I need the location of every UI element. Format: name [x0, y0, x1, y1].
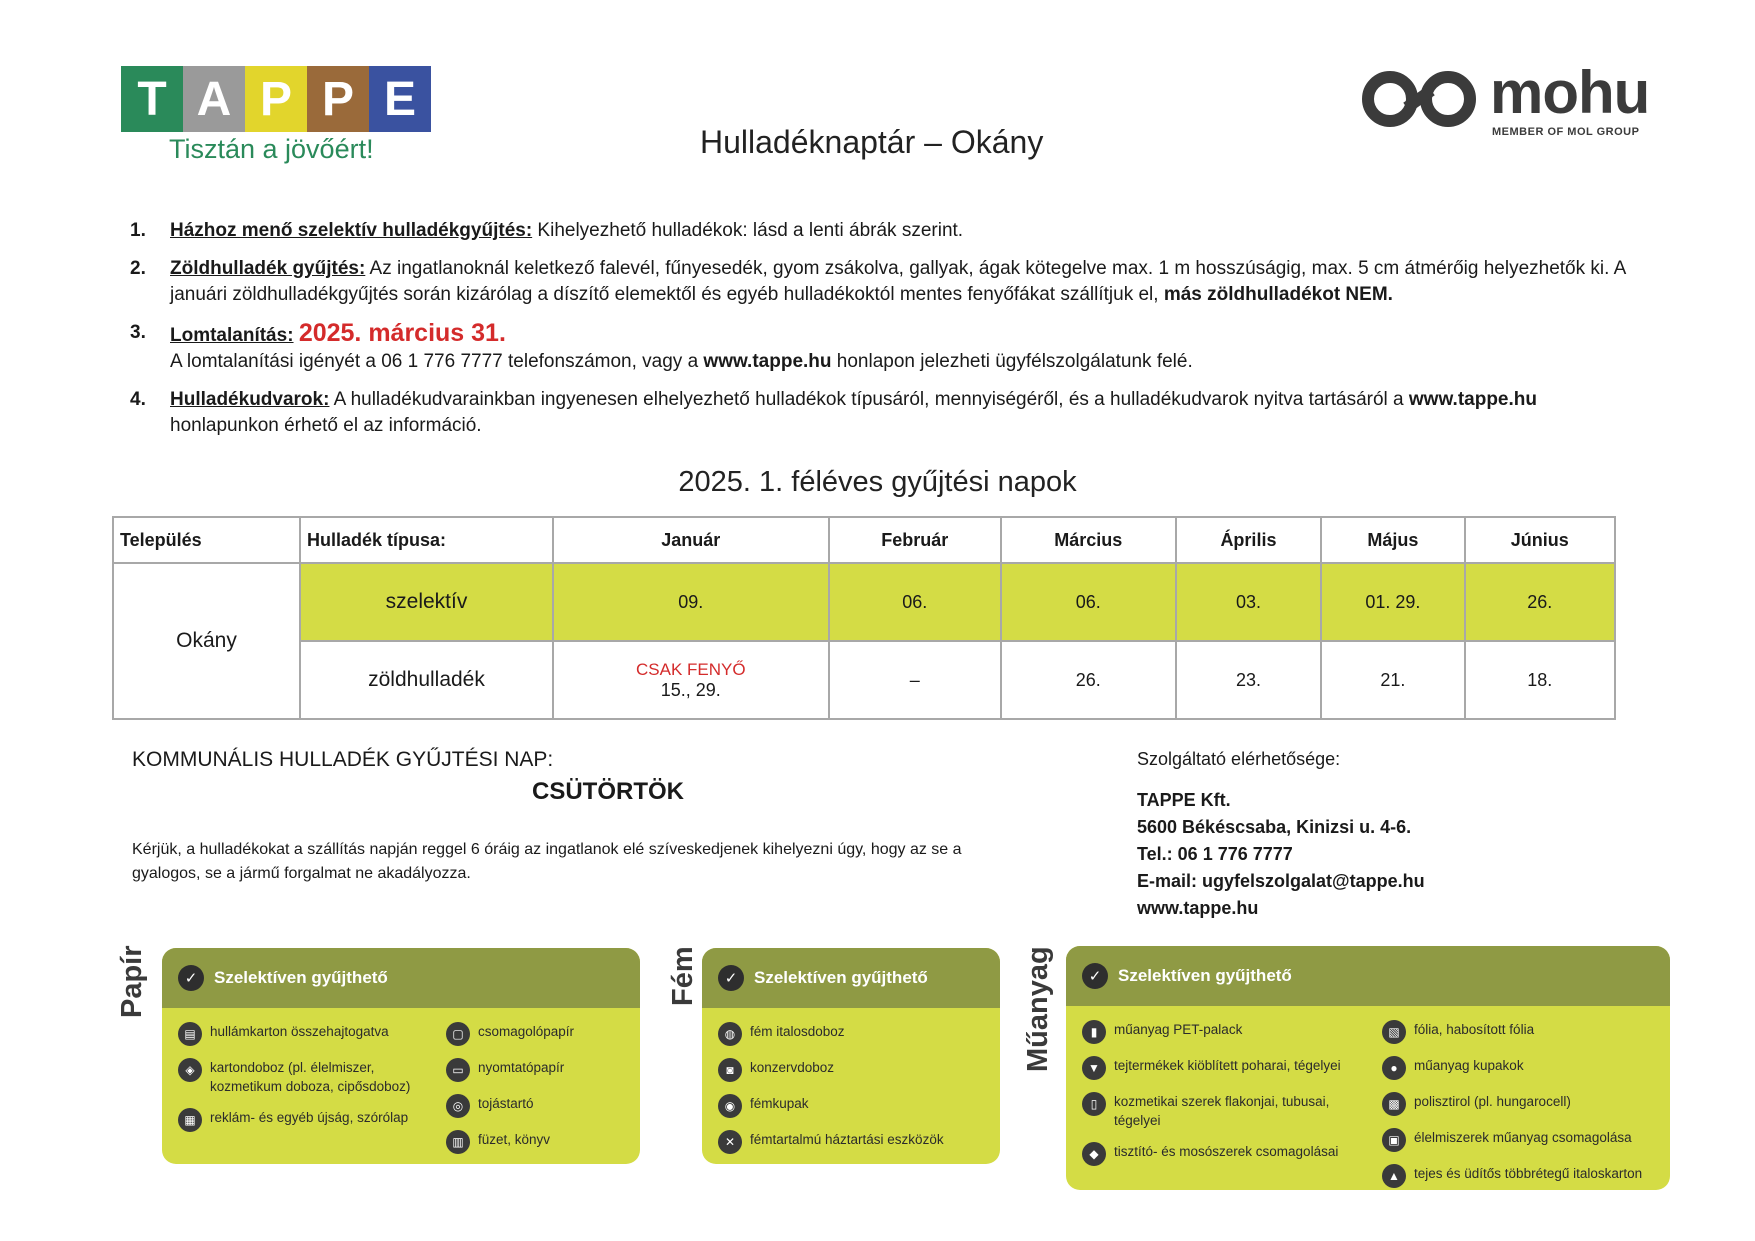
- item-label: nyomtatópapír: [478, 1060, 565, 1075]
- list-item: [1382, 1164, 1642, 1188]
- item-label: műanyag kupakok: [1414, 1058, 1524, 1073]
- info-heading: Zöldhulladék gyűjtés:: [170, 258, 366, 279]
- tools-icon: ✕: [718, 1130, 742, 1154]
- info-item-lomtalanitas: [130, 320, 1650, 375]
- list-item: [1082, 1020, 1362, 1044]
- papir-label: Papír: [116, 945, 148, 1018]
- item-label: élelmiszerek műanyag csomagolása: [1414, 1130, 1632, 1145]
- info-text: Az ingatlanoknál keletkező falevél, fűnyesedék, gyom zsákolva, gallyak, ágak kötegelve max. 1 m hosszúságig, max. 5 cm átmérőig helyezhetők ki. A januári zöldhulladékgyűjtés során kizárólag a díszítő elemektől és egyéb hulladékoktól mentes fenyőfákat szállítjuk el,: [170, 258, 1626, 305]
- info-bold-tail: más zöldhulladékot NEM.: [1163, 284, 1393, 305]
- foil-icon: ▧: [1382, 1020, 1406, 1044]
- header-junius: Június: [1465, 517, 1616, 563]
- header-telepules: Település: [113, 517, 300, 563]
- contact-block: [1137, 746, 1425, 922]
- kommunalis-label: KOMMUNÁLIS HULLADÉK GYŰJTÉSI NAP:: [132, 748, 554, 771]
- card-header: [702, 948, 1000, 1008]
- list-item: [1382, 1128, 1642, 1152]
- yogurt-cup-icon: ▼: [1082, 1056, 1106, 1080]
- info-number: 4.: [130, 389, 146, 410]
- list-item: [718, 1094, 944, 1118]
- check-icon: ✓: [718, 965, 744, 991]
- mohu-wordmark: mohu: [1490, 59, 1650, 126]
- list-item: [178, 1058, 426, 1096]
- table-header-row: [113, 517, 1615, 563]
- header-aprilis: Április: [1176, 517, 1322, 563]
- contact-email[interactable]: E-mail: ugyfelszolgalat@tappe.hu: [1137, 871, 1425, 891]
- tappe-letter-2: P: [245, 66, 307, 132]
- list-item: [1082, 1142, 1362, 1166]
- header-februar: Február: [829, 517, 1001, 563]
- info-heading: Házhoz menő szelektív hulladékgyűjtés:: [170, 220, 533, 241]
- tin-can-icon: ◙: [718, 1058, 742, 1082]
- schedule-table: [112, 516, 1616, 720]
- pet-bottle-icon: ▮: [1082, 1020, 1106, 1044]
- website-link[interactable]: www.tappe.hu: [1408, 389, 1537, 410]
- info-text: A hulladékudvarainkban ingyenesen elhelyezhető hulladékok típusáról, mennyiségéről, és a hulladékudvarok nyitva tartásáról a: [329, 389, 1409, 410]
- tappe-logo-letters: [121, 66, 432, 132]
- lomtalanitas-date: 2025. március 31.: [298, 319, 506, 347]
- date-cell: 26.: [1465, 563, 1616, 641]
- kommunalis-day: CSÜTÖRTÖK: [532, 778, 684, 805]
- header-hulladek-tipusa: Hulladék típusa:: [300, 517, 553, 563]
- info-item-szelektiv: [130, 218, 1650, 244]
- item-label: műanyag PET-palack: [1114, 1022, 1243, 1037]
- table-row-szelektiv: [113, 563, 1615, 641]
- item-label: fémtartalmú háztartási eszközök: [750, 1132, 944, 1147]
- header-januar: Január: [553, 517, 829, 563]
- item-label: csomagolópapír: [478, 1024, 575, 1039]
- list-item: [718, 1130, 944, 1154]
- list-item: [446, 1022, 574, 1046]
- cardboard-icon: ▤: [178, 1022, 202, 1046]
- mohu-subtitle: MEMBER OF MOL GROUP: [1492, 126, 1640, 138]
- item-label: konzervdoboz: [750, 1060, 835, 1075]
- cosmetics-bottle-icon: ▯: [1082, 1092, 1106, 1116]
- type-cell: szelektív: [300, 563, 553, 641]
- list-item: [446, 1058, 574, 1082]
- list-item: [178, 1108, 426, 1132]
- tappe-letter-3: P: [307, 66, 369, 132]
- muanyag-col1: [1082, 1020, 1362, 1188]
- table-row-zoldhulladek: [113, 641, 1615, 719]
- date-cell: 09.: [553, 563, 829, 641]
- can-icon: ◍: [718, 1022, 742, 1046]
- date-cell: 03.: [1176, 563, 1322, 641]
- muanyag-label: Műanyag: [1022, 946, 1054, 1072]
- polystyrene-icon: ▩: [1382, 1092, 1406, 1116]
- info-text: Kihelyezhető hulladékok: lásd a lenti ábrák szerint.: [532, 220, 964, 241]
- date-cell: 06.: [829, 563, 1001, 641]
- contact-phone: Tel.: 06 1 776 7777: [1137, 844, 1293, 864]
- check-icon: ✓: [178, 965, 204, 991]
- list-item: [1382, 1020, 1642, 1044]
- papir-card: [162, 948, 640, 1164]
- item-label: kozmetikai szerek flakonjai, tubusai, tégelyei: [1114, 1094, 1330, 1128]
- item-label: hullámkarton összehajtogatva: [210, 1024, 389, 1039]
- detergent-icon: ◆: [1082, 1142, 1106, 1166]
- list-item: [718, 1058, 944, 1082]
- contact-label: Szolgáltató elérhetősége:: [1137, 749, 1341, 769]
- schedule-title: 2025. 1. féléves gyűjtési napok: [678, 466, 1077, 498]
- newspaper-icon: ▦: [178, 1108, 202, 1132]
- date-cell: –: [829, 641, 1001, 719]
- check-icon: ✓: [1082, 963, 1108, 989]
- papir-col2: [446, 1022, 574, 1154]
- date-value: 15., 29.: [660, 679, 721, 700]
- mohu-logo: [1360, 59, 1660, 144]
- list-item: [1382, 1092, 1642, 1116]
- beverage-carton-icon: ▲: [1382, 1164, 1406, 1188]
- settlement-cell: Okány: [113, 563, 300, 719]
- list-item: [446, 1130, 574, 1154]
- date-cell: 23.: [1176, 641, 1322, 719]
- muanyag-card: [1066, 946, 1670, 1190]
- header-marcius: Március: [1001, 517, 1176, 563]
- info-number: 1.: [130, 220, 146, 241]
- date-cell: 18.: [1465, 641, 1616, 719]
- date-cell: 06.: [1001, 563, 1176, 641]
- info-number: 2.: [130, 258, 146, 279]
- printer-paper-icon: ▭: [446, 1058, 470, 1082]
- card-header: [162, 948, 640, 1008]
- info-text: honlapunkon érhető el az információ.: [170, 415, 482, 436]
- info-list: [130, 218, 1650, 451]
- contact-company: TAPPE Kft.: [1137, 790, 1231, 810]
- date-cell: 21.: [1321, 641, 1464, 719]
- fem-card: [702, 948, 1000, 1164]
- mohu-infinity-icon: [1360, 64, 1482, 134]
- info-heading: Lomtalanítás:: [170, 325, 294, 346]
- info-item-hulladekudvarok: [130, 387, 1650, 439]
- egg-carton-icon: ◎: [446, 1094, 470, 1118]
- fenyo-note: CSAK FENYŐ: [635, 659, 746, 679]
- box-icon: ◈: [178, 1058, 202, 1082]
- list-item: [1082, 1092, 1362, 1130]
- list-item: [718, 1022, 944, 1046]
- item-label: tejes és üdítős többrétegű italoskarton: [1414, 1166, 1643, 1181]
- info-text: A lomtalanítási igényét a 06 1 776 7777 telefonszámon, vagy a: [170, 351, 704, 372]
- card-heading: Szelektíven gyűjthető: [754, 968, 928, 987]
- list-item: [1382, 1056, 1642, 1080]
- item-label: fém italosdoboz: [750, 1024, 845, 1039]
- card-heading: Szelektíven gyűjthető: [214, 968, 388, 987]
- bottle-cap-icon: ◉: [718, 1094, 742, 1118]
- info-item-zoldhulladek: [130, 256, 1650, 308]
- header-majus: Május: [1321, 517, 1464, 563]
- food-packaging-icon: ▣: [1382, 1128, 1406, 1152]
- list-item: [178, 1022, 426, 1046]
- card-header: [1066, 946, 1670, 1006]
- page-title: Hulladéknaptár – Okány: [700, 124, 1044, 160]
- papir-col1: [178, 1022, 426, 1154]
- item-label: tisztító- és mosószerek csomagolásai: [1114, 1144, 1339, 1159]
- info-text: honlapon jelezheti ügyfélszolgálatunk felé.: [831, 351, 1193, 372]
- book-icon: ▥: [446, 1130, 470, 1154]
- wrapping-paper-icon: ▢: [446, 1022, 470, 1046]
- item-label: tojástartó: [478, 1096, 534, 1111]
- muanyag-col2: [1382, 1020, 1642, 1188]
- list-item: [1082, 1056, 1362, 1080]
- date-cell-januar: [553, 641, 829, 719]
- tappe-letter-4: E: [369, 66, 431, 132]
- list-item: [446, 1094, 574, 1118]
- item-label: kartondoboz (pl. élelmiszer, kozmetikum doboza, cipősdoboz): [210, 1060, 411, 1094]
- item-label: fólia, habosított fólia: [1414, 1022, 1535, 1037]
- item-label: tejtermékek kiöblített poharai, tégelyei: [1114, 1058, 1341, 1073]
- contact-address: 5600 Békéscsaba, Kinizsi u. 4-6.: [1137, 817, 1412, 837]
- date-cell: 01. 29.: [1321, 563, 1464, 641]
- card-heading: Szelektíven gyűjthető: [1118, 966, 1292, 985]
- website-link[interactable]: www.tappe.hu: [703, 351, 832, 372]
- item-label: füzet, könyv: [478, 1132, 551, 1147]
- kommunalis-note: Kérjük, a hulladékokat a szállítás napján reggel 6 óráig az ingatlanok elé szíveskedjenek kihelyezni úgy, hogy az se a gyalogos, se a jármű forgalmat ne akadályozza.: [132, 841, 962, 882]
- tappe-letter-0: T: [121, 66, 183, 132]
- contact-website[interactable]: www.tappe.hu: [1137, 898, 1259, 918]
- fem-label: Fém: [667, 946, 699, 1006]
- item-label: fémkupak: [750, 1096, 809, 1111]
- tappe-logo: [121, 66, 432, 166]
- tappe-slogan: Tisztán a jövőért!: [169, 134, 374, 164]
- fem-col1: [718, 1022, 944, 1154]
- type-cell: zöldhulladék: [300, 641, 553, 719]
- plastic-cap-icon: ●: [1382, 1056, 1406, 1080]
- item-label: reklám- és egyéb újság, szórólap: [210, 1110, 409, 1125]
- info-heading: Hulladékudvarok:: [170, 389, 330, 410]
- item-label: polisztirol (pl. hungarocell): [1414, 1094, 1571, 1109]
- info-number: 3.: [130, 322, 146, 343]
- date-cell: 26.: [1001, 641, 1176, 719]
- tappe-letter-1: A: [183, 66, 245, 132]
